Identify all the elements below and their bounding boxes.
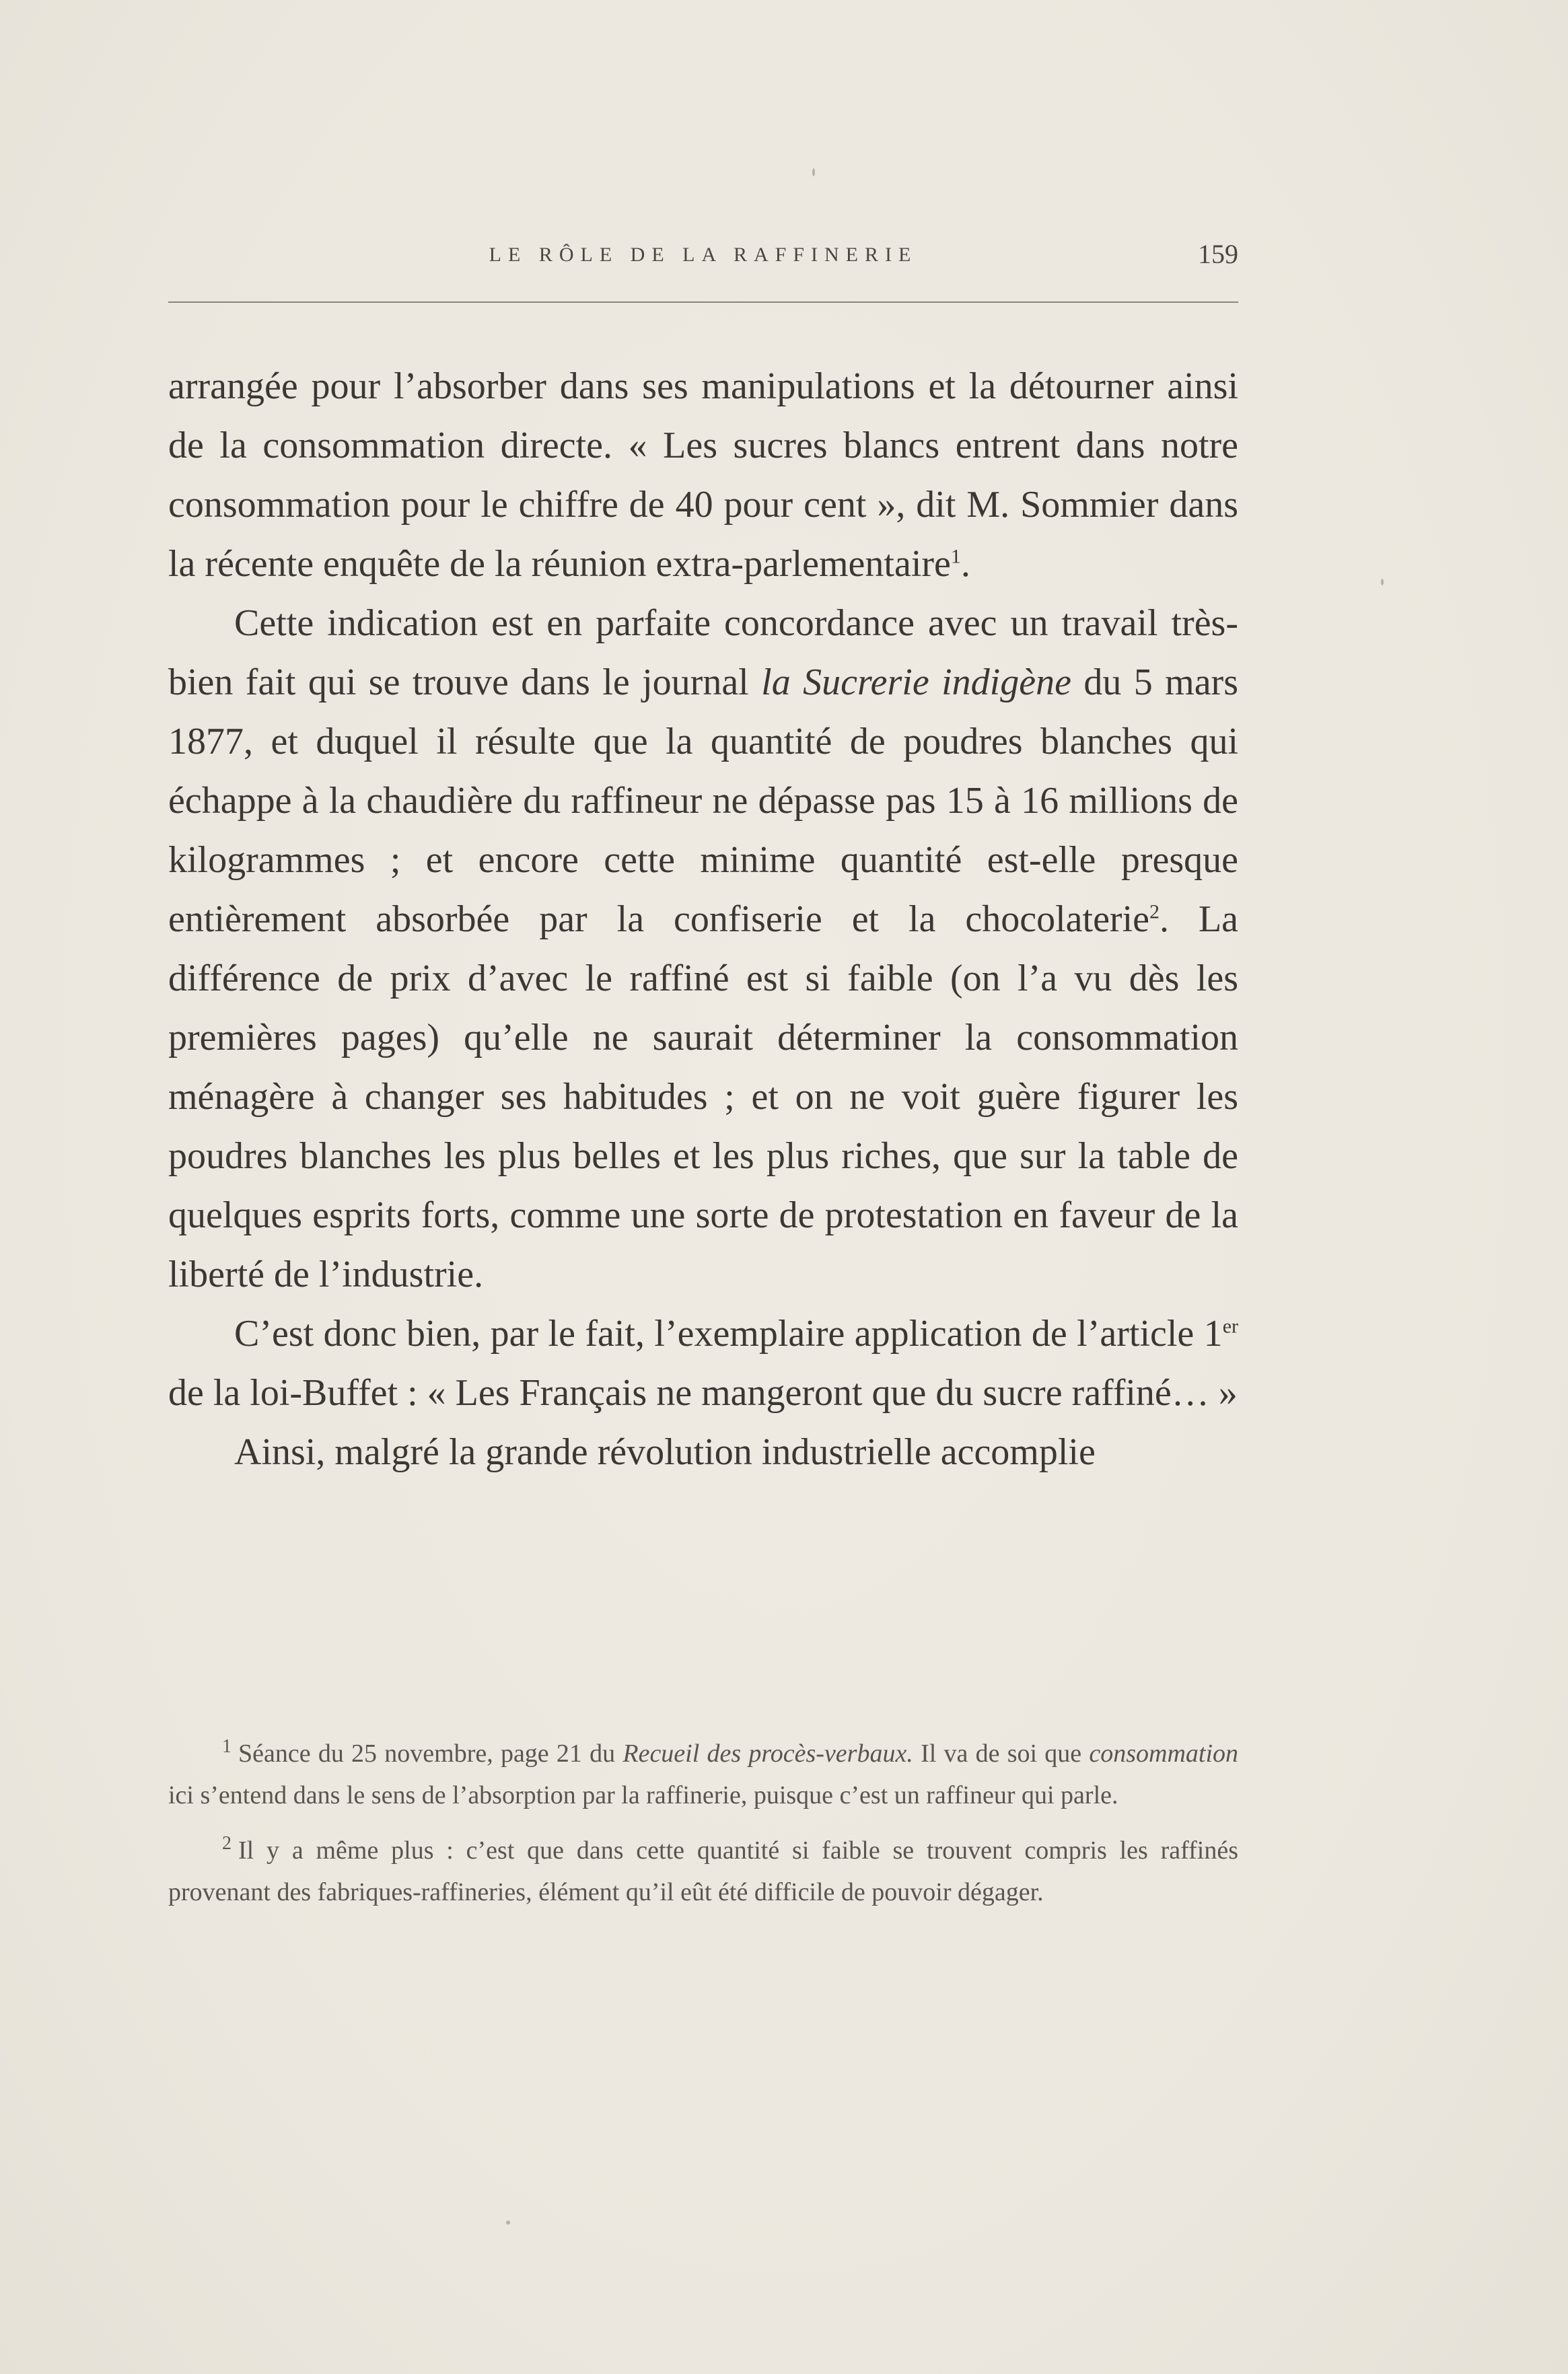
paper-speck	[1381, 579, 1384, 585]
footnote-1-end: ici s’entend dans le sens de l’absorption par la raffinerie, puisque c’est un raffineur qui parle.	[168, 1781, 1118, 1809]
footnote-1-source-title: Recueil des procès-verbaux.	[622, 1739, 913, 1768]
footnote-1-emphasis: consommation	[1089, 1739, 1239, 1768]
footnote-ref-2: 2	[1149, 900, 1160, 923]
header-rule	[168, 301, 1238, 303]
paragraph-3-end: de la loi-Buffet : « Les Français ne mangeront que du sucre raffiné… »	[168, 1372, 1238, 1414]
footnote-2-text: Il y a même plus : c’est que dans cette quantité si faible se trouvent compris les raffinés provenant des fabriques-raffineries, élément qu’il eût été difficile de pouvoir dégager.	[168, 1836, 1238, 1906]
paragraph-3-start: C’est donc bien, par le fait, l’exemplaire application de l’article 1	[234, 1313, 1223, 1355]
paragraph-2-end: . La différence de prix d’avec le raffiné est si faible (on l’a vu dès les premières pages) qu’elle ne saurait déterminer la consommation ménagère à changer ses habitudes ; et on ne voit guère figurer les poudres blanches les plus belles et les plus riches, que sur la table de quelques esprits forts, comme une sorte de protestation en faveur de la liberté de l’industrie.	[168, 898, 1238, 1295]
paper-speck	[506, 2221, 510, 2225]
footnote-1	[168, 1733, 1238, 1816]
paragraph-1-text: arrangée pour l’absorber dans ses manipulations et la détourner ainsi de la consommation directe. « Les sucres blancs entrent dans notre consommation pour le chiffre de 40 pour cent », dit M. Sommier dans la récente enquête de la réunion extra-parlementaire	[168, 365, 1238, 585]
page-number: 159	[1198, 239, 1238, 269]
paragraph-2-middle: du 5 mars 1877, et duquel il résulte que la quantité de poudres blanches qui échappe à la chaudière du raffineur ne dépasse pas 15 à 16 millions de kilogrammes ; et encore cette minime quantité est-elle presque entièrement absorbée par la confiserie et la chocolaterie	[168, 661, 1238, 940]
paragraph-2	[168, 594, 1238, 1304]
footnotes	[168, 1733, 1238, 1927]
footnote-1-mark: 1	[222, 1736, 231, 1758]
paragraph-1-end: .	[960, 543, 970, 585]
footnote-2-mark: 2	[222, 1833, 231, 1855]
footnote-1-start: Séance du 25 novembre, page 21 du	[238, 1739, 623, 1768]
main-text	[168, 357, 1238, 1482]
paragraph-1	[168, 357, 1238, 594]
paragraph-3	[168, 1304, 1238, 1423]
footnote-2	[168, 1830, 1238, 1913]
ordinal-superscript: er	[1222, 1315, 1238, 1338]
footnote-ref-1: 1	[950, 545, 961, 568]
page-header	[168, 237, 1238, 277]
running-title: LE RÔLE DE LA RAFFINERIE	[489, 244, 918, 266]
paragraph-4: Ainsi, malgré la grande révolution industrielle accomplie	[234, 1431, 1096, 1473]
paragraph-2-start: Cette indication est en parfaite concordance avec un travail très-bien fait qui se trouve dans le journal	[168, 602, 1238, 703]
journal-title: la Sucrerie indigène	[761, 661, 1071, 703]
footnote-1-middle: Il va de soi que	[913, 1739, 1090, 1768]
paper-speck	[812, 168, 815, 176]
